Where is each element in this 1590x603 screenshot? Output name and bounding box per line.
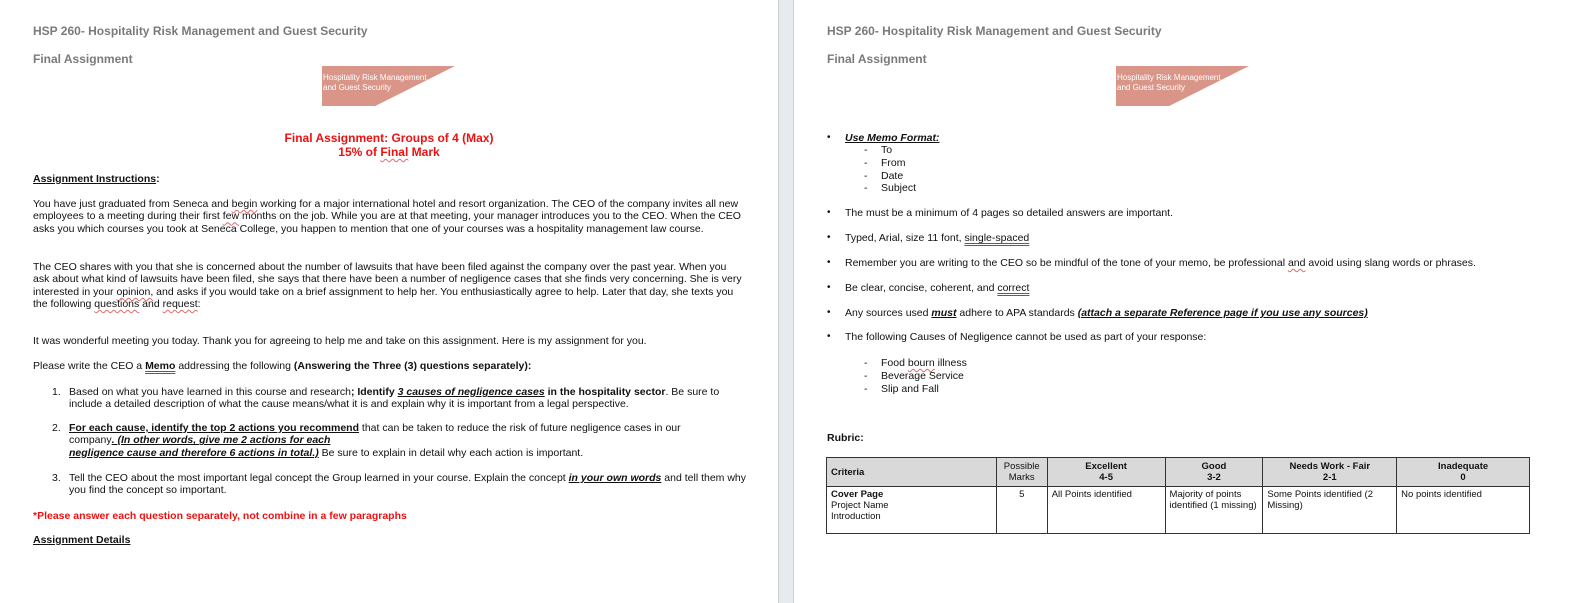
bullet-memo-format: • <box>827 132 831 143</box>
assignment-details-label: Assignment Details <box>33 534 131 546</box>
memo-instruction: Please write the CEO a Memo addressing the following (Answering the Three (3) questions separately): <box>33 360 532 372</box>
font-requirement-text: Typed, Arial, size 11 font, single-spaced <box>845 232 1030 244</box>
question-2: For each cause, identify the top 2 actions you recommend that can be taken to reduce the risk of future negligence cases in our company. (In other words, give me 2 actions for each negligence cause and therefore 6 actions in total.) Be sure to explain in detail why each action is important. <box>69 422 681 459</box>
title-banner-text-page-2: Hospitality Risk Management and Guest Security <box>1117 73 1221 92</box>
rubric-header-excellent: Excellent 4-5 <box>1047 458 1165 487</box>
document-subtitle-page-2: Final Assignment <box>827 52 927 66</box>
rubric-label: Rubric: <box>827 432 864 444</box>
question-1: Based on what you have learned in this course and research; Identify 3 causes of negligence cases in the hospitality sector. Be sure to include a detailed description of what the cause means/what it is and explain why it is important from a legal perspective. <box>69 386 720 411</box>
rubric-cell-excellent: All Points identified <box>1047 487 1165 534</box>
memo-format-label: Use Memo Format: <box>845 132 940 144</box>
question-1-number: 1. <box>52 386 61 398</box>
excluded-causes-text: The following Causes of Negligence cannot be used as part of your response: <box>845 331 1207 343</box>
excluded-dash-1: - <box>864 357 868 369</box>
assignment-heading: Final Assignment: Groups of 4 (Max) <box>284 131 494 145</box>
course-title-page-2: HSP 260- Hospitality Risk Management and Guest Security <box>827 24 1162 38</box>
title-banner-text: Hospitality Risk Management and Guest Security <box>323 73 427 92</box>
question-3-number: 3. <box>52 472 61 484</box>
rubric-row <box>827 487 1530 534</box>
excluded-beverage: Beverage Service <box>881 370 964 382</box>
rubric-header-row <box>827 458 1530 487</box>
answer-separately-note: *Please answer each question separately, not combine in a few paragraphs <box>33 510 407 522</box>
rubric-cell-good: Majority of points identified (1 missing) <box>1165 487 1263 534</box>
excluded-food: Food bourn illness <box>881 357 967 369</box>
rubric-header-possible: Possible Marks <box>996 458 1047 487</box>
course-title: HSP 260- Hospitality Risk Management and Guest Security <box>33 24 368 38</box>
excluded-dash-3: - <box>864 383 868 395</box>
bullet-excluded: • <box>827 331 831 342</box>
memo-dash-date: - <box>864 170 868 182</box>
bullet-clarity: • <box>827 282 831 293</box>
apa-text: Any sources used must adhere to APA standards (attach a separate Reference page if you use any sources) <box>845 307 1368 319</box>
rubric-header-needs-work: Needs Work - Fair 2-1 <box>1263 458 1397 487</box>
memo-item-to: To <box>881 144 893 156</box>
rubric-header-criteria: Criteria <box>827 458 997 487</box>
intro-paragraph: You have just graduated from Seneca and begin working for a major international hotel and resort organization. The CEO of the company invites all new employees to a meeting during their first few months on the job. While you are at that meeting, your manager introduces you to the CEO. When the CEO asks you which courses you took at Seneca College, you happen to mention that one of your courses was a hospitality management law course. <box>33 198 741 235</box>
rubric-header-good: Good 3-2 <box>1165 458 1263 487</box>
instructions-label: Assignment Instructions: <box>33 173 160 185</box>
memo-item-date: Date <box>881 170 904 182</box>
tone-text: Remember you are writing to the CEO so be mindful of the tone of your memo, be professional and avoid using slang words or phrases. <box>845 257 1476 269</box>
bullet-min-pages: • <box>827 207 831 218</box>
bullet-apa: • <box>827 307 831 318</box>
memo-item-from: From <box>881 157 906 169</box>
assignment-weight: 15% of Final Mark <box>338 145 440 159</box>
rubric-cell-inadequate: No points identified <box>1397 487 1530 534</box>
rubric-cell-marks: 5 <box>996 487 1047 534</box>
memo-dash-from: - <box>864 157 868 169</box>
rubric-table <box>826 457 1530 534</box>
page-gutter <box>778 0 794 603</box>
excluded-slip: Slip and Fall <box>881 383 939 395</box>
bullet-font: • <box>827 232 831 243</box>
rubric-cell-criteria: Cover Page Project Name Introduction <box>827 487 997 534</box>
ceo-paragraph: The CEO shares with you that she is concerned about the number of lawsuits that have been filed against the company over the past year. When you ask about what kind of lawsuits have been filed, she says that there have been a number of negligence cases that she finds very concerning. She is very interested in your opinion, and asks if you would take on a brief assignment to help her. You enthusiastically agree to help. Later that day, she texts you the following questions and request: <box>33 261 742 311</box>
excluded-dash-2: - <box>864 370 868 382</box>
document-subtitle: Final Assignment <box>33 52 133 66</box>
min-pages-text: The must be a minimum of 4 pages so detailed answers are important. <box>845 207 1173 219</box>
bullet-tone: • <box>827 257 831 268</box>
rubric-cell-needs-work: Some Points identified (2 Missing) <box>1263 487 1397 534</box>
memo-item-subject: Subject <box>881 182 917 194</box>
memo-dash-to: - <box>864 144 868 156</box>
document-page-1 <box>0 0 778 603</box>
question-3: Tell the CEO about the most important legal concept the Group learned in your course. Explain the concept in your own words and tell them why you find the concept so important. <box>69 472 747 497</box>
rubric-header-inadequate: Inadequate 0 <box>1397 458 1530 487</box>
memo-dash-subject: - <box>864 182 868 194</box>
clarity-text: Be clear, concise, coherent, and correct <box>845 282 1030 294</box>
question-2-number: 2. <box>52 422 61 434</box>
ceo-message: It was wonderful meeting you today. Thank you for agreeing to help me and take on this assignment. Here is my assignment for you. <box>33 335 647 347</box>
